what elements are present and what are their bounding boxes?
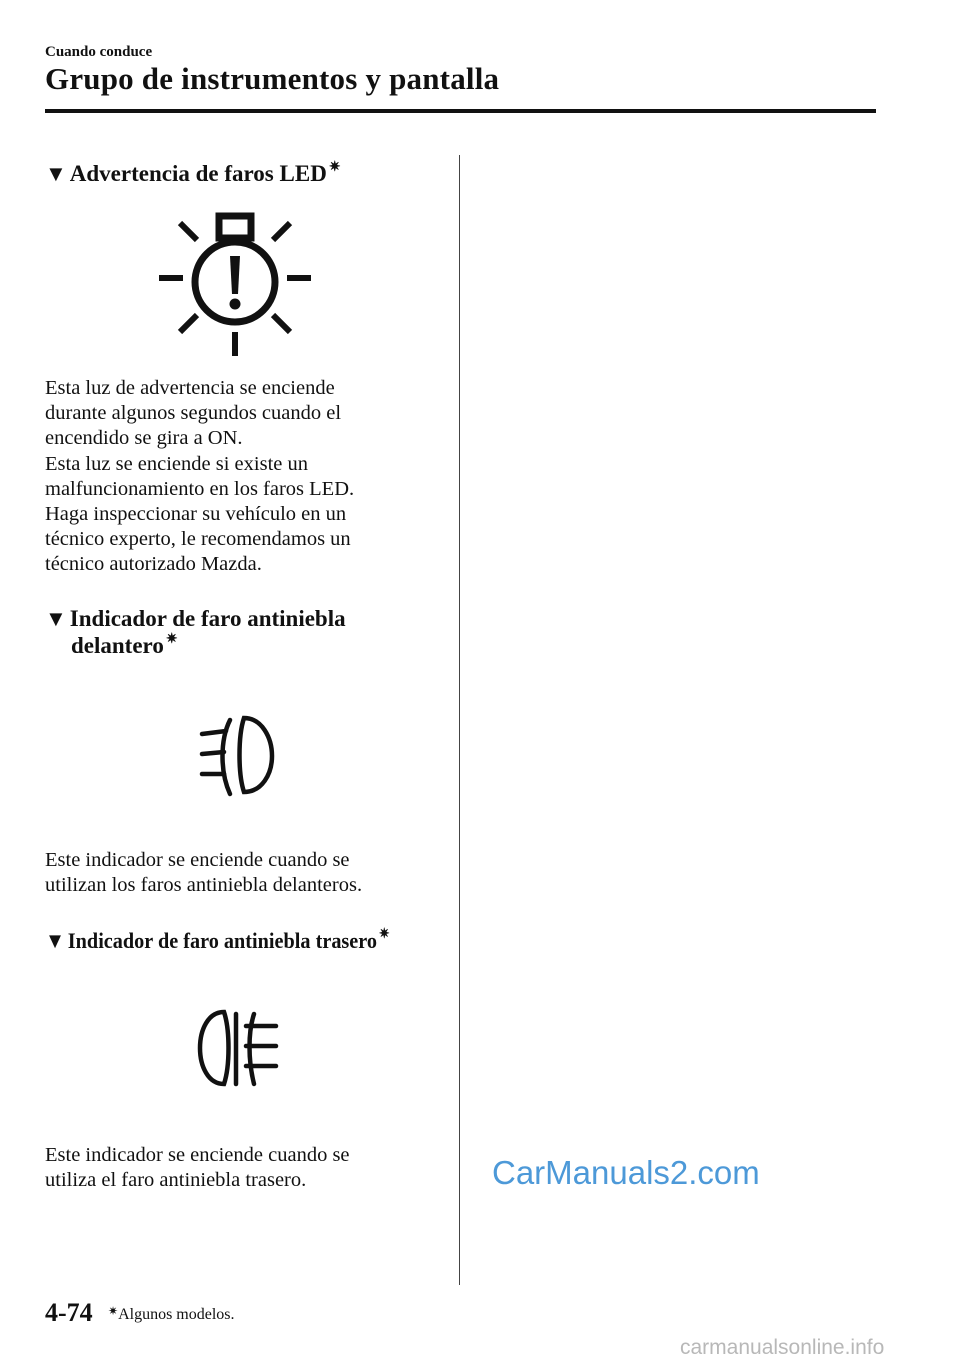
- text-line: Este indicador se enciende cuando se: [45, 849, 350, 871]
- heading-led-warning: [45, 160, 341, 187]
- column-divider: [459, 155, 460, 1285]
- text-line: Haga inspeccionar su vehículo en un: [45, 503, 347, 526]
- front-fog-light-icon: [196, 712, 276, 800]
- led-headlight-warning-icon: [155, 212, 315, 360]
- watermark-carmanualsonline: carmanualsonline.info: [680, 1336, 885, 1359]
- rear-fog-light-icon: [194, 1008, 282, 1092]
- text-line: malfuncionamiento en los faros LED.: [45, 477, 355, 500]
- heading-rear-fog-text: Indicador de faro antiniebla trasero: [67, 928, 378, 953]
- text-line: encendido se gira a ON.: [45, 427, 243, 450]
- footnote: [108, 1306, 235, 1324]
- star-icon: ✷: [328, 160, 341, 175]
- front-fog-description: [45, 848, 445, 898]
- led-warning-description: [45, 376, 445, 578]
- text-line: Este indicador se enciende cuando se: [45, 1144, 350, 1166]
- triangle-bullet-icon: ▼: [45, 161, 67, 186]
- text-line: técnico experto, le recomendamos un: [45, 528, 351, 551]
- rear-fog-description: [45, 1143, 445, 1193]
- text-line: Esta luz se enciende si existe un: [45, 452, 308, 475]
- heading-rear-fog: [45, 927, 420, 954]
- header-rule: [45, 109, 876, 113]
- triangle-bullet-icon: ▼: [45, 606, 67, 631]
- star-icon: ✷: [378, 927, 390, 942]
- watermark-carmanuals2: CarManuals2.com: [492, 1154, 760, 1191]
- page-number: 4-74: [45, 1298, 93, 1327]
- heading-led-warning-text: Advertencia de faros LED: [69, 161, 327, 186]
- heading-front-fog: [45, 605, 346, 659]
- text-line: durante algunos segundos cuando el: [45, 402, 342, 425]
- text-line: utiliza el faro antiniebla trasero.: [45, 1169, 307, 1192]
- text-line: utilizan los faros antiniebla delanteros.: [45, 874, 363, 897]
- star-icon: ✷: [165, 632, 178, 647]
- footnote-text: Algunos modelos.: [118, 1306, 235, 1323]
- section-label: Cuando conduce: [45, 44, 153, 60]
- page-title: Grupo de instrumentos y pantalla: [45, 61, 500, 96]
- star-icon: ✷: [108, 1304, 119, 1318]
- text-line: Esta luz de advertencia se enciende: [45, 377, 335, 399]
- text-line: técnico autorizado Mazda.: [45, 553, 262, 576]
- heading-front-fog-line1: Indicador de faro antiniebla: [69, 606, 346, 631]
- triangle-bullet-icon: ▼: [45, 928, 66, 953]
- heading-front-fog-line2: delantero: [71, 633, 164, 658]
